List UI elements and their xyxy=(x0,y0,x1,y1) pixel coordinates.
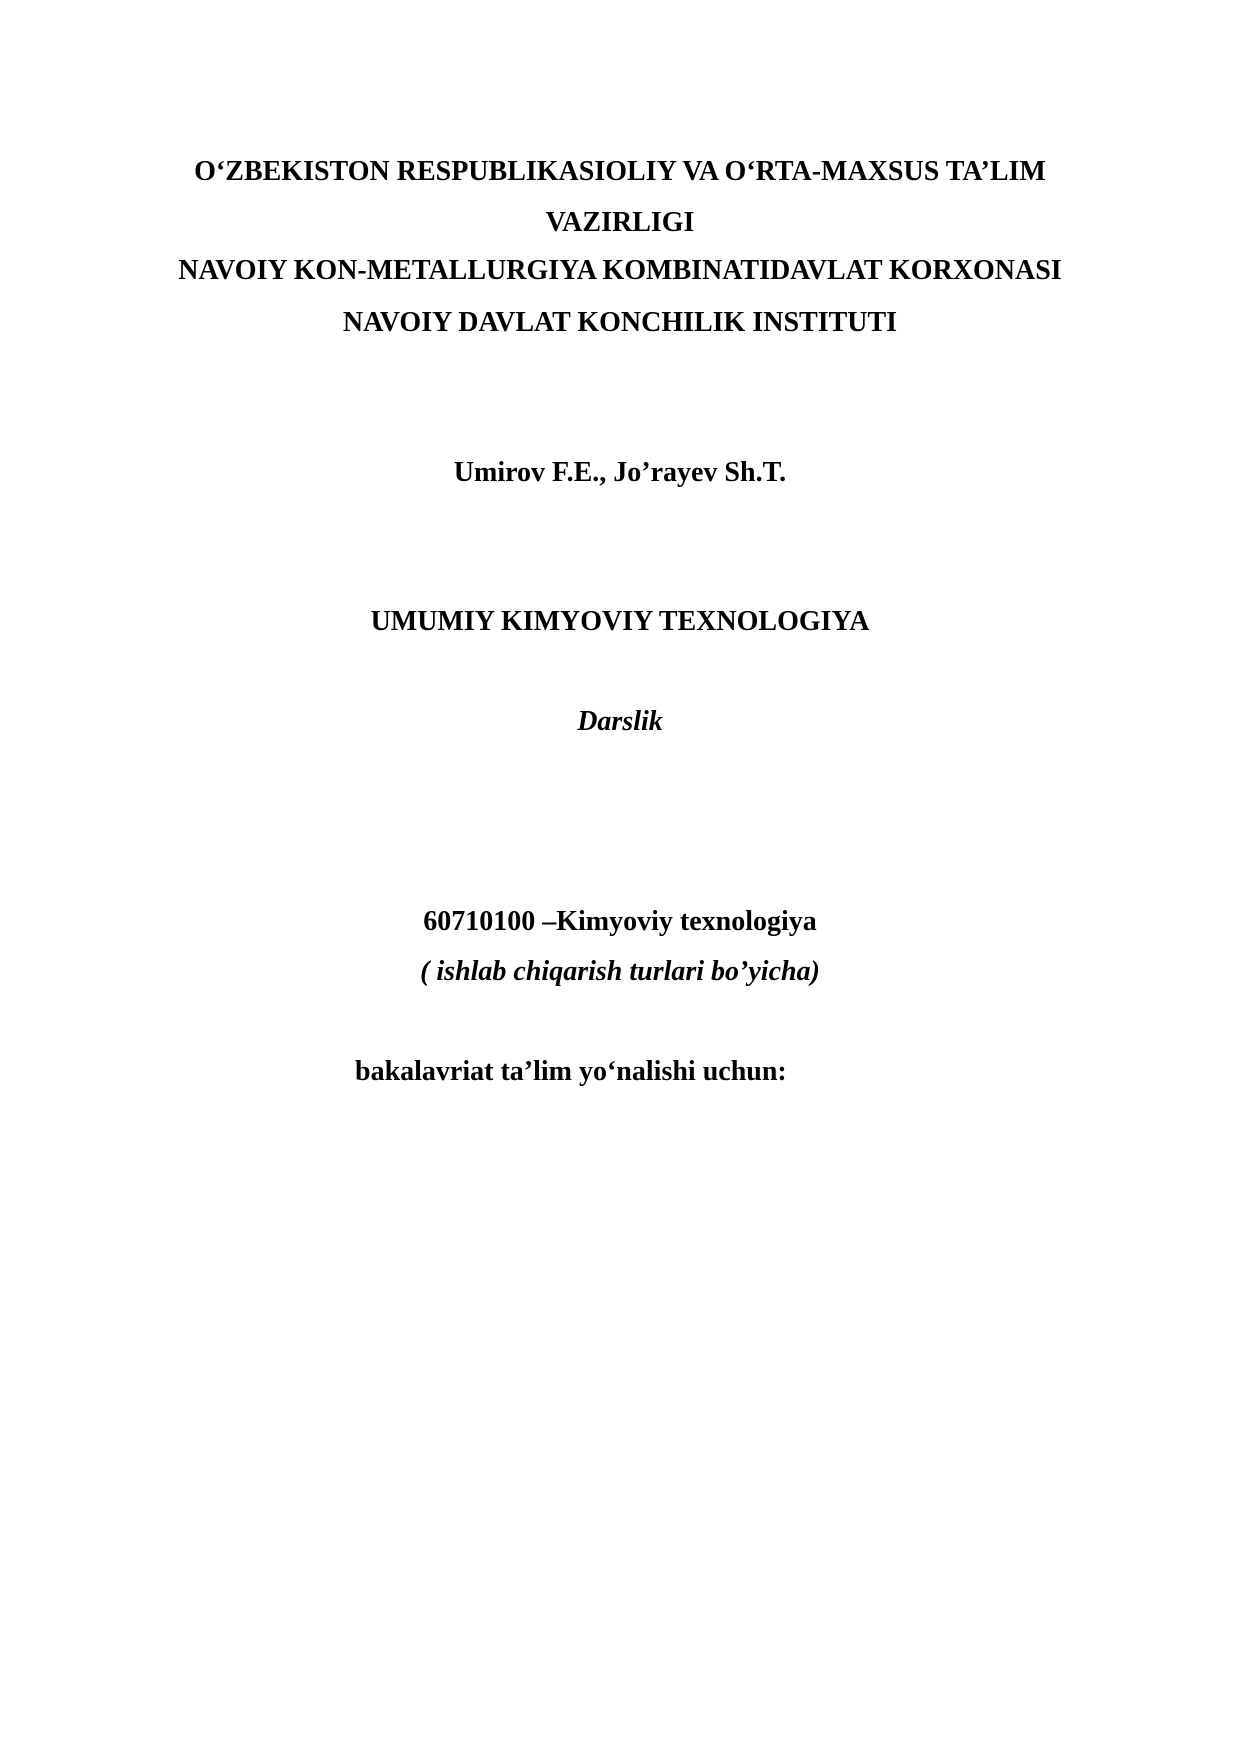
header-enterprise: NAVOIY KON-METALLURGIYA KOMBINATIDAVLAT KORXONASI xyxy=(178,255,1062,286)
book-type: Darslik xyxy=(577,706,663,737)
header-ministry-line1: O‘ZBEKISTON RESPUBLIKASIOLIY VA O‘RTA-MAXSUS TA’LIM xyxy=(194,156,1046,187)
audience: bakalavriat ta’lim yo‘nalishi uchun: xyxy=(355,1056,787,1087)
header-institute: NAVOIY DAVLAT KONCHILIK INSTITUTI xyxy=(342,307,898,338)
header-ministry-line2: VAZIRLIGI xyxy=(545,207,695,238)
specialty-note: ( ishlab chiqarish turlari bo’yicha) xyxy=(420,956,820,987)
book-title: UMUMIY KIMYOVIY TEXNOLOGIYA xyxy=(370,606,870,637)
specialty-code: 60710100 –Kimyoviy texnologiya xyxy=(423,906,817,937)
authors: Umirov F.E., Jo’rayev Sh.T. xyxy=(453,457,787,488)
